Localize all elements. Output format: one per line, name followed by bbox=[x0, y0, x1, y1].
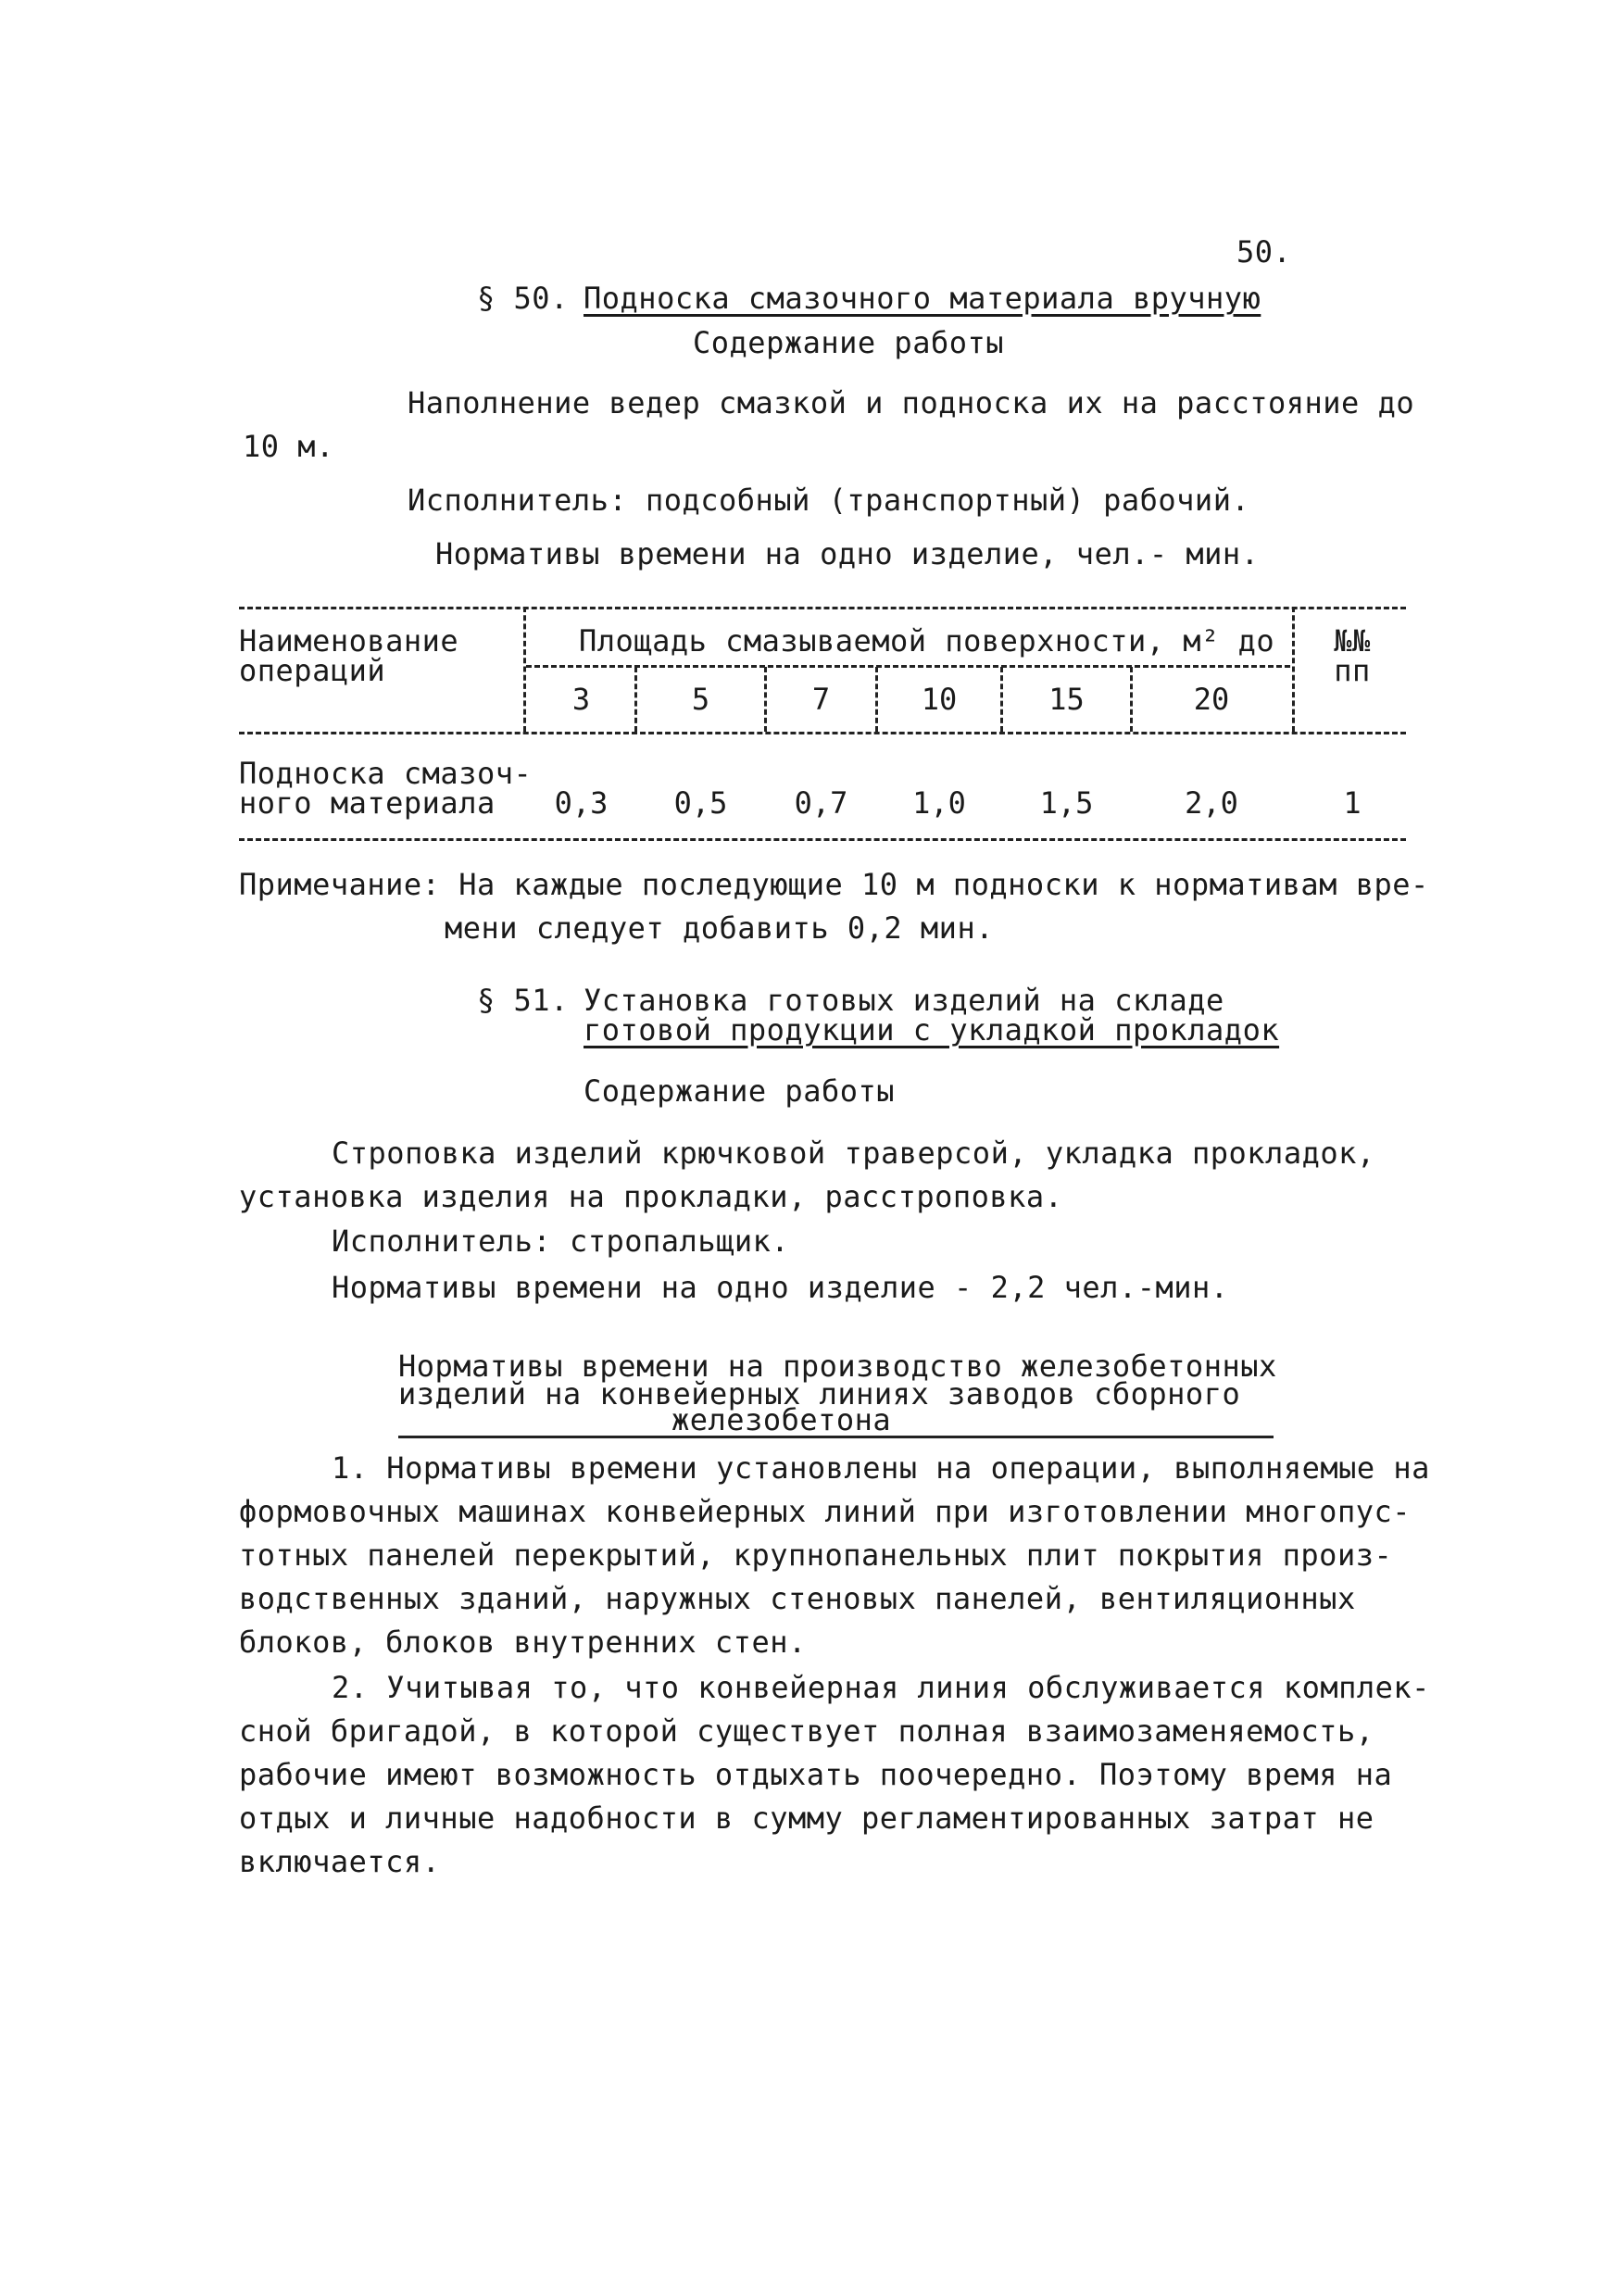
section-51-norms: Нормативы времени на одно изделие - 2,2 чел.-мин. bbox=[332, 1270, 1229, 1305]
table-divider-1 bbox=[523, 607, 526, 732]
section-51-content-line-2: установка изделия на прокладки, расстроповка. bbox=[239, 1179, 1063, 1214]
paragraph-1-line: формовочных машинах конвейерных линий при изготовлении многопус- bbox=[239, 1494, 1411, 1529]
section-50-content-line-2: 10 м. bbox=[243, 429, 334, 464]
table-bottom-border bbox=[239, 838, 1406, 841]
norm-value: 0,7 bbox=[794, 785, 848, 821]
col-operation-header-1: Наименование bbox=[239, 623, 459, 659]
area-value: 10 bbox=[921, 682, 958, 717]
paragraph-1-line: водственных зданий, наружных стеновых панелей, вентиляционных bbox=[239, 1581, 1356, 1616]
area-value: 5 bbox=[691, 682, 710, 717]
section-51-prefix: § 51. bbox=[477, 983, 569, 1018]
area-value: 3 bbox=[571, 682, 591, 717]
row-label-line-1: Подноска смазоч- bbox=[239, 756, 533, 791]
page-number: 50. bbox=[1236, 234, 1292, 270]
area-value: 20 bbox=[1193, 682, 1230, 717]
section-3-title-line-1: Нормативы времени на производство железобетонных bbox=[398, 1349, 1277, 1384]
col-area-header: Площадь смазываемой поверхности, м² до bbox=[579, 623, 1275, 659]
col-number-header-2: пп bbox=[1334, 653, 1371, 688]
table-header-bottom-border bbox=[239, 732, 1406, 734]
paragraph-2-line: отдых и личные надобности в сумму регламентированных затрат не bbox=[239, 1800, 1374, 1836]
section-50-note-line-2: мени следует добавить 0,2 мин. bbox=[445, 910, 994, 946]
section-50-content-line-1: Наполнение ведер смазкой и подноска их на расстояние до bbox=[408, 385, 1415, 420]
paragraph-1-line: 1. Нормативы времени установлены на операции, выполняемые на bbox=[332, 1450, 1430, 1486]
norm-value: 1,5 bbox=[1039, 785, 1094, 821]
section-51-content-line-1: Строповка изделий крючковой траверсой, укладка прокладок, bbox=[332, 1135, 1375, 1171]
row-number: 1 bbox=[1343, 785, 1362, 821]
area-value: 15 bbox=[1048, 682, 1085, 717]
norm-value: 1,0 bbox=[912, 785, 966, 821]
section-3-title-underline bbox=[398, 1436, 1274, 1438]
section-51-title-line-1: Установка готовых изделий на складе bbox=[584, 983, 1224, 1018]
section-50-performer: Исполнитель: подсобный (транспортный) рабочий. bbox=[408, 483, 1250, 518]
section-51-performer: Исполнитель: стропальщик. bbox=[332, 1223, 790, 1259]
section-50-title: Подноска смазочного материала вручную bbox=[584, 281, 1261, 316]
col-number-header-1: №№ bbox=[1334, 623, 1371, 659]
section-50-prefix: § 50. bbox=[477, 281, 569, 316]
area-header-rule bbox=[526, 665, 1290, 668]
paragraph-1-line: тотных панелей перекрытий, крупнопанельных плит покрытия произ- bbox=[239, 1537, 1393, 1573]
section-50-norms: Нормативы времени на одно изделие, чел.- мин. bbox=[435, 536, 1260, 571]
table-top-border bbox=[239, 607, 1406, 609]
paragraph-2-line: 2. Учитывая то, что конвейерная линия обслуживается комплек- bbox=[332, 1670, 1430, 1705]
section-3-title-line-2: изделий на конвейерных линиях заводов сборного bbox=[398, 1376, 1241, 1411]
paragraph-1-line: блоков, блоков внутренних стен. bbox=[239, 1625, 807, 1660]
row-label-line-2: ного материала bbox=[239, 785, 496, 821]
section-3-title-line-3: железобетона bbox=[671, 1402, 892, 1437]
section-51-subtitle: Содержание работы bbox=[584, 1073, 896, 1109]
section-50-note-line-1: Примечание: На каждые последующие 10 м подноски к нормативам вре- bbox=[239, 867, 1429, 902]
paragraph-2-line: включается. bbox=[239, 1844, 441, 1879]
paragraph-2-line: сной бригадой, в которой существует полная взаимозаменяемость, bbox=[239, 1713, 1374, 1749]
norm-value: 0,5 bbox=[673, 785, 728, 821]
norm-value: 0,3 bbox=[554, 785, 609, 821]
section-51-title-line-2: готовой продукции с укладкой прокладок bbox=[584, 1012, 1280, 1048]
paragraph-2-line: рабочие имеют возможность отдыхать поочередно. Поэтому время на bbox=[239, 1757, 1393, 1792]
section-50-subtitle: Содержание работы bbox=[693, 325, 1005, 360]
table-divider-2 bbox=[1292, 607, 1295, 732]
norm-value: 2,0 bbox=[1185, 785, 1238, 821]
col-operation-header-2: операций bbox=[239, 653, 386, 688]
area-value: 7 bbox=[811, 682, 831, 717]
